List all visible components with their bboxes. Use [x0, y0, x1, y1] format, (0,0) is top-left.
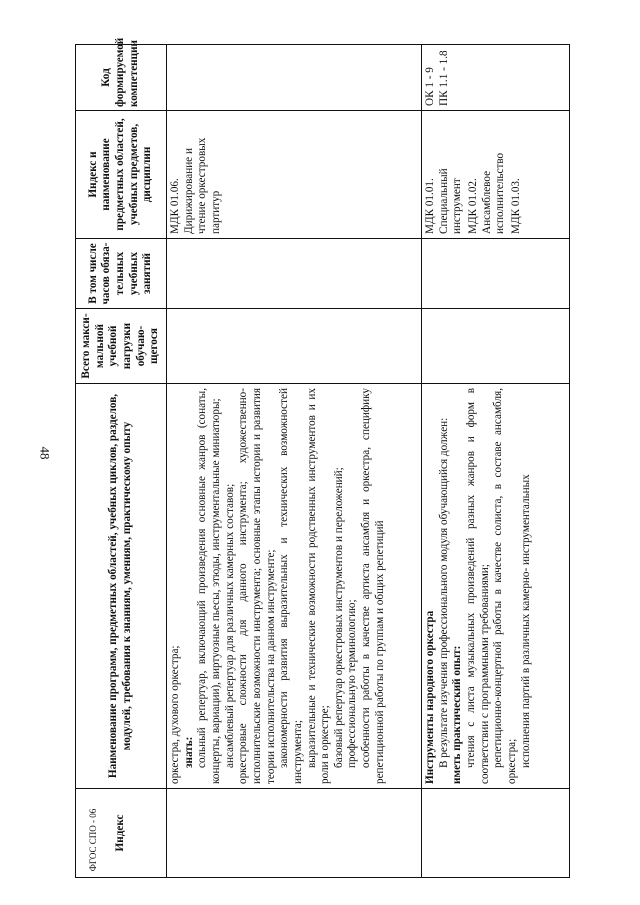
row2-classes	[421, 239, 569, 309]
row1-line: оркестровые сложности для данного инструмента; художественно-исполнительские возможности инструмента; основные этапы истории и развития теории исполнительства на данном инструменте;	[237, 388, 277, 784]
row2-index	[421, 789, 569, 878]
row2-subject: МДК 01.02. Ансамблевое исполнительство	[466, 152, 507, 234]
row2-practice-label: иметь практический опыт:	[451, 645, 464, 784]
page-number: 48	[37, 446, 53, 460]
rotated-table-sheet	[75, 37, 605, 878]
row1-classes	[166, 239, 421, 309]
header-subject-index: Индекс и наименование предметных областей, учебных предметов, дисциплин	[76, 111, 167, 239]
header-name: Наименование программ, предметных областей, учебных циклов, разделов, модулей, требования к знаниям, умениям, практическому опыту	[76, 384, 167, 789]
table-row	[166, 45, 421, 878]
header-classes: В том числе часов обяза-тельных учебных занятий	[76, 239, 167, 309]
row2-competence	[421, 45, 569, 111]
row2-intro: В результате изучения профессионального модуля обучающийся должен:	[437, 417, 450, 768]
table-row	[421, 45, 569, 878]
row1-total	[166, 309, 421, 384]
row1-subject: МДК 01.06. Дирижирование и чтение оркестровых партитур	[166, 111, 421, 239]
row2-subject: МДК 01.03.	[509, 178, 522, 234]
row2-line: чтения с листа музыкальных произведений разных жанров и форм в соответствии с программными требованиями;	[464, 388, 491, 784]
header-index: Индекс	[76, 789, 167, 878]
row2-subject: МДК 01.01. Специальный инструмент	[423, 168, 464, 234]
row2-subjects	[421, 111, 569, 239]
row2-heading: Инструменты народного оркестра	[423, 610, 436, 784]
row2-total	[421, 309, 569, 384]
row2-competence-item: ОК 1 - 9	[423, 67, 436, 106]
row2-competence-item: ПК 1.1 - 1.8	[437, 50, 450, 106]
footer-code: ФГОС СПО - 06	[88, 808, 99, 872]
row1-line: особенности работы в качестве артиста ансамбля и оркестра, специфику репетиционной работы по группам и общих репетиций	[360, 388, 386, 784]
row1-competence	[166, 45, 421, 111]
row1-line: выразительные и технические возможности родственных инструментов и их роли в оркестре;	[305, 388, 332, 784]
row2-content	[421, 384, 569, 789]
row1-line: знать:	[182, 736, 195, 768]
row1-line: профессиональную терминологию;	[346, 599, 359, 768]
row1-index	[166, 789, 421, 878]
table-header-row	[76, 45, 167, 878]
row1-line: оркестра, духового оркестра;	[168, 645, 181, 784]
row1-line: закономерности развития выразительных и технических возможностей инструмента;	[278, 388, 304, 784]
header-total: Всего макси-мальной учебной нагрузки обучаю-щегося	[76, 309, 167, 384]
header-competence: Код формируемой компетенции	[76, 45, 167, 111]
row1-line: сольный репертуар, включающий произведения основные жанров (сонаты, концерты, вариации), виртуозные пьесы, этюды, инструментальные миниатюры;	[196, 388, 222, 784]
row2-line: репетиционно-концертной работы в качестве солиста, в составе ансамбля, оркестра;	[492, 388, 518, 784]
row1-content	[166, 384, 421, 789]
row1-line: ансамблевый репертуар для различных камерных составов;	[223, 483, 236, 768]
row1-line: базовый репертуар оркестровых инструментов и переложений;	[332, 467, 345, 768]
row2-line: исполнения партий в различных камерно- инструментальных	[519, 474, 532, 768]
curriculum-table	[75, 37, 570, 878]
